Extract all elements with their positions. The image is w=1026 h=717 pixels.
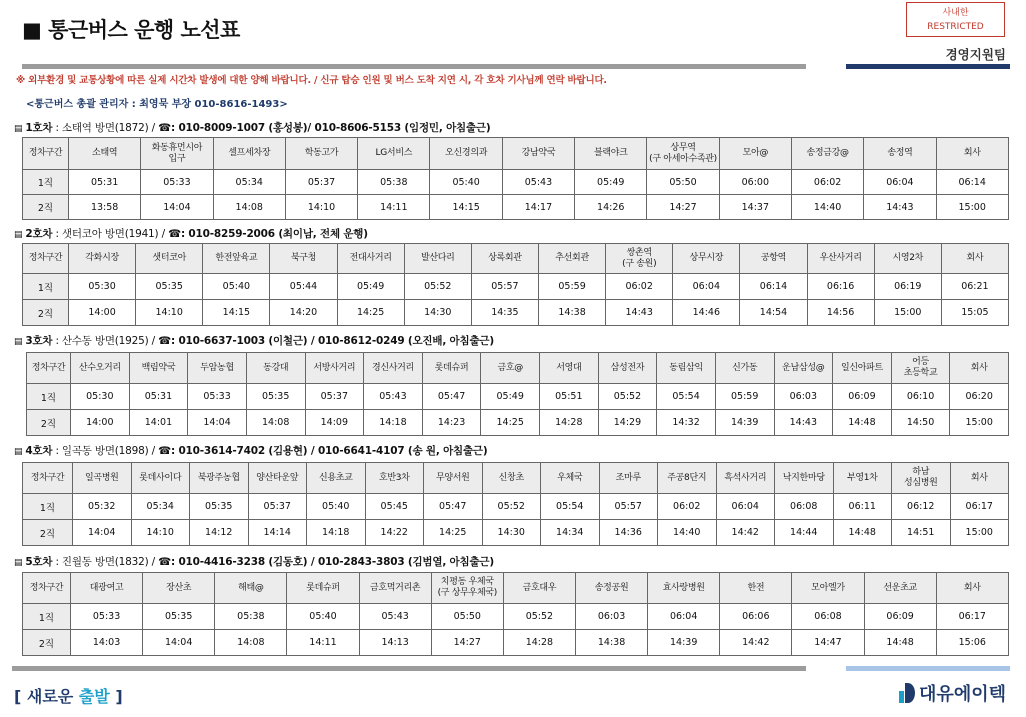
stop-name: 삼성전자 <box>598 353 657 384</box>
stop-name: 롯데슈퍼 <box>422 353 481 384</box>
departure-time: 06:04 <box>673 274 740 300</box>
departure-time: 14:43 <box>864 195 936 220</box>
shift-row <box>23 604 1009 630</box>
stop-name: 블랙야크 <box>575 138 647 170</box>
departure-time: 05:43 <box>364 384 423 410</box>
departure-time: 14:39 <box>715 410 774 436</box>
stop-name: 우산사거리 <box>807 244 874 274</box>
bus-icon: ▤ <box>14 337 23 347</box>
stop-name: 동림삼익 <box>657 353 716 384</box>
departure-time: 06:04 <box>648 604 720 630</box>
stop-name: 한전 <box>720 573 792 604</box>
shift-row <box>23 630 1009 656</box>
slogan-close: ] <box>109 687 123 706</box>
departure-time: 15:00 <box>874 300 941 326</box>
departure-time: 14:28 <box>540 410 599 436</box>
slogan <box>14 684 123 707</box>
stop-section-label: 정차구간 <box>23 244 69 274</box>
stop-name: 선운초교 <box>864 573 936 604</box>
stop-name: 회사 <box>936 138 1008 170</box>
stop-name: 상무역 (구 아세아수족관) <box>647 138 719 170</box>
route-heading <box>14 333 494 348</box>
stop-name: LG서비스 <box>358 138 430 170</box>
departure-time: 14:37 <box>719 195 791 220</box>
departure-time: 14:39 <box>648 630 720 656</box>
departure-time: 06:11 <box>833 494 892 520</box>
logo-mark-icon <box>899 683 915 703</box>
stop-section-label: 정차구간 <box>27 353 71 384</box>
departure-time: 14:43 <box>774 410 833 436</box>
departure-time: 05:49 <box>337 274 404 300</box>
route-contact: ☎: 010-8009-1007 (홍성봉)/ 010-8606-5153 (임정민, 아침출근) <box>158 122 491 134</box>
route-heading <box>14 554 494 569</box>
route-timetable <box>22 462 1009 546</box>
stop-name: 신용초교 <box>307 463 366 494</box>
departure-time: 15:05 <box>941 300 1008 326</box>
departure-time: 06:14 <box>740 274 807 300</box>
stop-name: 한전앞육교 <box>203 244 270 274</box>
departure-time: 14:15 <box>430 195 502 220</box>
stop-name: 무양서원 <box>424 463 483 494</box>
stop-name: 부영1차 <box>833 463 892 494</box>
route-origin: : 샛터코아 방면(1941) / <box>52 228 169 240</box>
shift-row <box>23 300 1009 326</box>
departure-time: 13:58 <box>69 195 141 220</box>
departure-time: 14:04 <box>143 630 215 656</box>
route-name: 4호차 <box>25 445 53 457</box>
departure-time: 14:08 <box>246 410 305 436</box>
shift-label: 2직 <box>23 195 69 220</box>
departure-time: 05:50 <box>431 604 503 630</box>
route-origin: : 산수동 방면(1925) / <box>52 335 159 347</box>
top-divider-grey <box>22 64 806 69</box>
departure-time: 14:08 <box>215 630 287 656</box>
departure-time: 14:27 <box>647 195 719 220</box>
stop-name: 낙지한마당 <box>775 463 834 494</box>
stop-name: 화동휴먼시아 입구 <box>141 138 213 170</box>
stop-name: 동강대 <box>246 353 305 384</box>
departure-time: 14:12 <box>190 520 249 546</box>
shift-label: 2직 <box>23 630 71 656</box>
departure-time: 06:06 <box>720 604 792 630</box>
departure-time: 14:28 <box>503 630 575 656</box>
shift-label: 1직 <box>27 384 71 410</box>
departure-time: 14:04 <box>188 410 247 436</box>
departure-time: 05:32 <box>73 494 132 520</box>
departure-time: 05:44 <box>270 274 337 300</box>
stop-name: 하남 성심병원 <box>892 463 951 494</box>
departure-time: 14:54 <box>740 300 807 326</box>
departure-time: 05:43 <box>502 170 574 195</box>
stop-name: 흑석사거리 <box>716 463 775 494</box>
stop-name: 시영2차 <box>874 244 941 274</box>
stop-name: 롯데슈퍼 <box>287 573 359 604</box>
departure-time: 14:36 <box>599 520 658 546</box>
departure-time: 05:30 <box>71 384 130 410</box>
departure-time: 06:02 <box>791 170 863 195</box>
route-timetable <box>22 572 1009 656</box>
stop-name: 효사랑병원 <box>648 573 720 604</box>
stop-name: 회사 <box>936 573 1008 604</box>
departure-time: 05:38 <box>358 170 430 195</box>
stop-name: 송정역 <box>864 138 936 170</box>
logo-text: 대유에이텍 <box>919 684 1006 705</box>
route-origin: : 소태역 방면(1872) / <box>52 122 159 134</box>
departure-time: 15:00 <box>936 195 1008 220</box>
departure-time: 05:51 <box>540 384 599 410</box>
stop-name: 호반3차 <box>365 463 424 494</box>
stop-name: 우체국 <box>541 463 600 494</box>
slogan-open: [ <box>14 687 27 706</box>
departure-time: 14:29 <box>598 410 657 436</box>
departure-time: 05:52 <box>503 604 575 630</box>
departure-time: 14:08 <box>213 195 285 220</box>
route-contact: ☎: 010-3614-7402 (김용현) / 010-6641-4107 (송 원, 아침출근) <box>158 445 488 457</box>
stop-name: 운남삼성@ <box>774 353 833 384</box>
departure-time: 05:40 <box>203 274 270 300</box>
route-name: 1호차 <box>25 122 53 134</box>
departure-time: 14:03 <box>71 630 143 656</box>
departure-time: 05:33 <box>71 604 143 630</box>
departure-time: 06:03 <box>575 604 647 630</box>
departure-time: 05:47 <box>422 384 481 410</box>
departure-time: 05:40 <box>307 494 366 520</box>
departure-time: 05:35 <box>136 274 203 300</box>
badge-line-1: 사내한 <box>942 8 969 18</box>
shift-row <box>23 494 1009 520</box>
departure-time: 06:02 <box>658 494 717 520</box>
departure-time: 14:38 <box>575 630 647 656</box>
stop-name: 양산타운앞 <box>248 463 307 494</box>
stop-name: 모아엘가 <box>792 573 864 604</box>
route-heading <box>14 443 487 458</box>
departure-time: 14:10 <box>136 300 203 326</box>
departure-time: 14:11 <box>358 195 430 220</box>
departure-time: 05:37 <box>285 170 357 195</box>
departure-time: 14:46 <box>673 300 740 326</box>
departure-time: 14:43 <box>606 300 673 326</box>
departure-time: 14:48 <box>833 410 892 436</box>
departure-time: 06:16 <box>807 274 874 300</box>
departure-time: 14:04 <box>141 195 213 220</box>
route-timetable <box>22 243 1009 326</box>
departure-time: 06:19 <box>874 274 941 300</box>
departure-time: 05:59 <box>715 384 774 410</box>
departure-time: 14:47 <box>792 630 864 656</box>
departure-time: 05:31 <box>129 384 188 410</box>
departure-time: 14:40 <box>791 195 863 220</box>
departure-time: 14:00 <box>69 300 136 326</box>
route-timetable <box>26 352 1009 436</box>
stop-name: 산수오거리 <box>71 353 130 384</box>
bottom-divider-grey <box>12 666 806 671</box>
stop-name: 어등 초등학교 <box>891 353 950 384</box>
departure-time: 05:38 <box>215 604 287 630</box>
departure-time: 15:00 <box>950 410 1009 436</box>
shift-row <box>27 384 1009 410</box>
route-name: 2호차 <box>25 228 53 240</box>
departure-time: 06:08 <box>775 494 834 520</box>
shift-row <box>23 520 1009 546</box>
stop-name: 서방사거리 <box>305 353 364 384</box>
departure-time: 06:03 <box>774 384 833 410</box>
shift-label: 2직 <box>27 410 71 436</box>
bus-icon: ▤ <box>14 124 23 134</box>
stop-name: 소태역 <box>69 138 141 170</box>
stop-name: 금호@ <box>481 353 540 384</box>
route-contact: ☎: 010-4416-3238 (김동호) / 010-2843-3803 (김범열, 아침출근) <box>158 556 494 568</box>
departure-time: 06:17 <box>950 494 1009 520</box>
notice-text: ※ 외부환경 및 교통상황에 따른 실제 시간차 발생에 대한 양해 바랍니다. / 신규 탑승 인원 및 버스 도착 지연 시, 각 호차 기사님께 연락 바랍니다. <box>16 75 607 86</box>
stop-name: 상무시장 <box>673 244 740 274</box>
shift-label: 1직 <box>23 604 71 630</box>
departure-time: 14:10 <box>285 195 357 220</box>
stop-name: 롯데사이다 <box>131 463 190 494</box>
stop-name: 오신경의과 <box>430 138 502 170</box>
departure-time: 14:22 <box>365 520 424 546</box>
stop-name: 두암농협 <box>188 353 247 384</box>
shift-label: 1직 <box>23 170 69 195</box>
badge-line-2: RESTRICTED <box>927 22 984 32</box>
department-label: 경영지원팀 <box>945 47 1006 62</box>
departure-time: 06:12 <box>892 494 951 520</box>
departure-time: 05:52 <box>404 274 471 300</box>
departure-time: 14:14 <box>248 520 307 546</box>
departure-time: 05:30 <box>69 274 136 300</box>
departure-time: 06:04 <box>864 170 936 195</box>
stop-name: 서영대 <box>540 353 599 384</box>
departure-time: 14:25 <box>424 520 483 546</box>
route-heading <box>14 226 368 241</box>
departure-time: 05:33 <box>141 170 213 195</box>
route-origin: : 진월동 방면(1832) / <box>52 556 159 568</box>
departure-time: 06:14 <box>936 170 1008 195</box>
stop-name: 공항역 <box>740 244 807 274</box>
departure-time: 14:17 <box>502 195 574 220</box>
departure-time: 05:57 <box>471 274 538 300</box>
departure-time: 14:27 <box>431 630 503 656</box>
departure-time: 14:35 <box>471 300 538 326</box>
stop-name: 추선회관 <box>538 244 605 274</box>
top-divider-navy <box>846 64 1010 69</box>
stop-name: 회사 <box>950 353 1009 384</box>
stop-name: 상록회관 <box>471 244 538 274</box>
stop-name: 신가동 <box>715 353 774 384</box>
stop-name: 쌍촌역 (구 송원) <box>606 244 673 274</box>
route-contact: ☎: 010-8259-2006 (최이남, 전체 운행) <box>168 228 368 240</box>
departure-time: 14:15 <box>203 300 270 326</box>
departure-time: 14:56 <box>807 300 874 326</box>
route-origin: : 일곡동 방면(1898) / <box>52 445 159 457</box>
departure-time: 14:34 <box>541 520 600 546</box>
shift-label: 2직 <box>23 520 73 546</box>
stop-name: 일신아파트 <box>833 353 892 384</box>
stop-name: 금호먹거리촌 <box>359 573 431 604</box>
departure-time: 06:09 <box>864 604 936 630</box>
departure-time: 05:45 <box>365 494 424 520</box>
departure-time: 05:35 <box>246 384 305 410</box>
shift-label: 1직 <box>23 494 73 520</box>
slogan-word-2: 출발 <box>78 687 110 706</box>
departure-time: 14:01 <box>129 410 188 436</box>
departure-time: 14:20 <box>270 300 337 326</box>
stop-name: 금호대우 <box>503 573 575 604</box>
departure-time: 14:42 <box>720 630 792 656</box>
departure-time: 14:09 <box>305 410 364 436</box>
stop-name: 각화시장 <box>69 244 136 274</box>
stop-name: 북광주농협 <box>190 463 249 494</box>
bus-icon: ▤ <box>14 230 23 240</box>
stop-name: 전대사거리 <box>337 244 404 274</box>
departure-time: 05:59 <box>538 274 605 300</box>
departure-time: 05:57 <box>599 494 658 520</box>
restricted-badge <box>906 2 1005 37</box>
departure-time: 05:35 <box>143 604 215 630</box>
stop-name: 치평동 우체국 (구 상무우체국) <box>431 573 503 604</box>
departure-time: 06:09 <box>833 384 892 410</box>
departure-time: 06:08 <box>792 604 864 630</box>
departure-time: 15:06 <box>936 630 1008 656</box>
departure-time: 14:23 <box>422 410 481 436</box>
departure-time: 14:10 <box>131 520 190 546</box>
departure-time: 14:50 <box>891 410 950 436</box>
route-contact: ☎: 010-6637-1003 (이철근) / 010-8612-0249 (오진배, 아침출근) <box>158 335 494 347</box>
departure-time: 05:54 <box>541 494 600 520</box>
stop-name: 학동고가 <box>285 138 357 170</box>
route-timetable <box>22 137 1009 220</box>
shift-label: 1직 <box>23 274 69 300</box>
shift-row <box>27 410 1009 436</box>
departure-time: 05:52 <box>598 384 657 410</box>
stop-name: 회사 <box>941 244 1008 274</box>
stop-header-row <box>27 353 1009 384</box>
departure-time: 05:43 <box>359 604 431 630</box>
departure-time: 14:00 <box>71 410 130 436</box>
stop-name: 경신사거리 <box>364 353 423 384</box>
stop-name: 북구청 <box>270 244 337 274</box>
departure-time: 14:48 <box>864 630 936 656</box>
departure-time: 05:50 <box>647 170 719 195</box>
departure-time: 05:37 <box>305 384 364 410</box>
departure-time: 06:17 <box>936 604 1008 630</box>
departure-time: 14:40 <box>658 520 717 546</box>
departure-time: 14:38 <box>538 300 605 326</box>
company-logo <box>899 680 1006 706</box>
departure-time: 14:25 <box>337 300 404 326</box>
departure-time: 05:34 <box>213 170 285 195</box>
departure-time: 14:48 <box>833 520 892 546</box>
departure-time: 14:44 <box>775 520 834 546</box>
stop-header-row <box>23 138 1009 170</box>
departure-time: 05:52 <box>482 494 541 520</box>
stop-name: 발산다리 <box>404 244 471 274</box>
departure-time: 05:49 <box>575 170 647 195</box>
stop-name: 신창초 <box>482 463 541 494</box>
departure-time: 05:47 <box>424 494 483 520</box>
stop-name: 셀프세차장 <box>213 138 285 170</box>
stop-name: 대광여고 <box>71 573 143 604</box>
stop-name: 회사 <box>950 463 1009 494</box>
departure-time: 06:20 <box>950 384 1009 410</box>
shift-label: 2직 <box>23 300 69 326</box>
departure-time: 06:00 <box>719 170 791 195</box>
stop-header-row <box>23 573 1009 604</box>
departure-time: 14:32 <box>657 410 716 436</box>
stop-section-label: 정차구간 <box>23 573 71 604</box>
stop-header-row <box>23 463 1009 494</box>
route-name: 5호차 <box>25 556 53 568</box>
departure-time: 05:34 <box>131 494 190 520</box>
stop-name: 샛터코아 <box>136 244 203 274</box>
bus-icon: ▤ <box>14 558 23 568</box>
stop-section-label: 정차구간 <box>23 463 73 494</box>
shift-row <box>23 274 1009 300</box>
shift-row <box>23 195 1009 220</box>
departure-time: 14:13 <box>359 630 431 656</box>
departure-time: 05:37 <box>248 494 307 520</box>
slogan-word-1: 새로운 <box>26 687 74 706</box>
departure-time: 14:42 <box>716 520 775 546</box>
departure-time: 15:00 <box>950 520 1009 546</box>
departure-time: 14:25 <box>481 410 540 436</box>
departure-time: 14:18 <box>364 410 423 436</box>
stop-name: 송정금강@ <box>791 138 863 170</box>
departure-time: 14:11 <box>287 630 359 656</box>
shift-row <box>23 170 1009 195</box>
stop-name: 백림약국 <box>129 353 188 384</box>
departure-time: 06:21 <box>941 274 1008 300</box>
departure-time: 05:54 <box>657 384 716 410</box>
departure-time: 14:18 <box>307 520 366 546</box>
stop-name: 모아@ <box>719 138 791 170</box>
departure-time: 05:35 <box>190 494 249 520</box>
stop-name: 해태@ <box>215 573 287 604</box>
departure-time: 14:30 <box>482 520 541 546</box>
departure-time: 06:02 <box>606 274 673 300</box>
departure-time: 05:40 <box>287 604 359 630</box>
stop-section-label: 정차구간 <box>23 138 69 170</box>
departure-time: 14:51 <box>892 520 951 546</box>
stop-header-row <box>23 244 1009 274</box>
departure-time: 14:26 <box>575 195 647 220</box>
stop-name: 장산초 <box>143 573 215 604</box>
departure-time: 05:31 <box>69 170 141 195</box>
departure-time: 14:04 <box>73 520 132 546</box>
stop-name: 송정공원 <box>575 573 647 604</box>
stop-name: 조마루 <box>599 463 658 494</box>
departure-time: 05:33 <box>188 384 247 410</box>
stop-name: 강남약국 <box>502 138 574 170</box>
page-title: ■ 통근버스 운행 노선표 <box>22 18 240 42</box>
departure-time: 05:49 <box>481 384 540 410</box>
bus-icon: ▤ <box>14 447 23 457</box>
bottom-divider-light <box>846 666 1010 671</box>
departure-time: 06:10 <box>891 384 950 410</box>
departure-time: 05:40 <box>430 170 502 195</box>
manager-contact: <통근버스 총괄 관리자 : 최영묵 부장 010-8616-1493> <box>26 99 288 110</box>
stop-name: 주공8단지 <box>658 463 717 494</box>
departure-time: 06:04 <box>716 494 775 520</box>
route-name: 3호차 <box>25 335 53 347</box>
departure-time: 14:30 <box>404 300 471 326</box>
stop-name: 일곡병원 <box>73 463 132 494</box>
route-heading <box>14 120 490 135</box>
